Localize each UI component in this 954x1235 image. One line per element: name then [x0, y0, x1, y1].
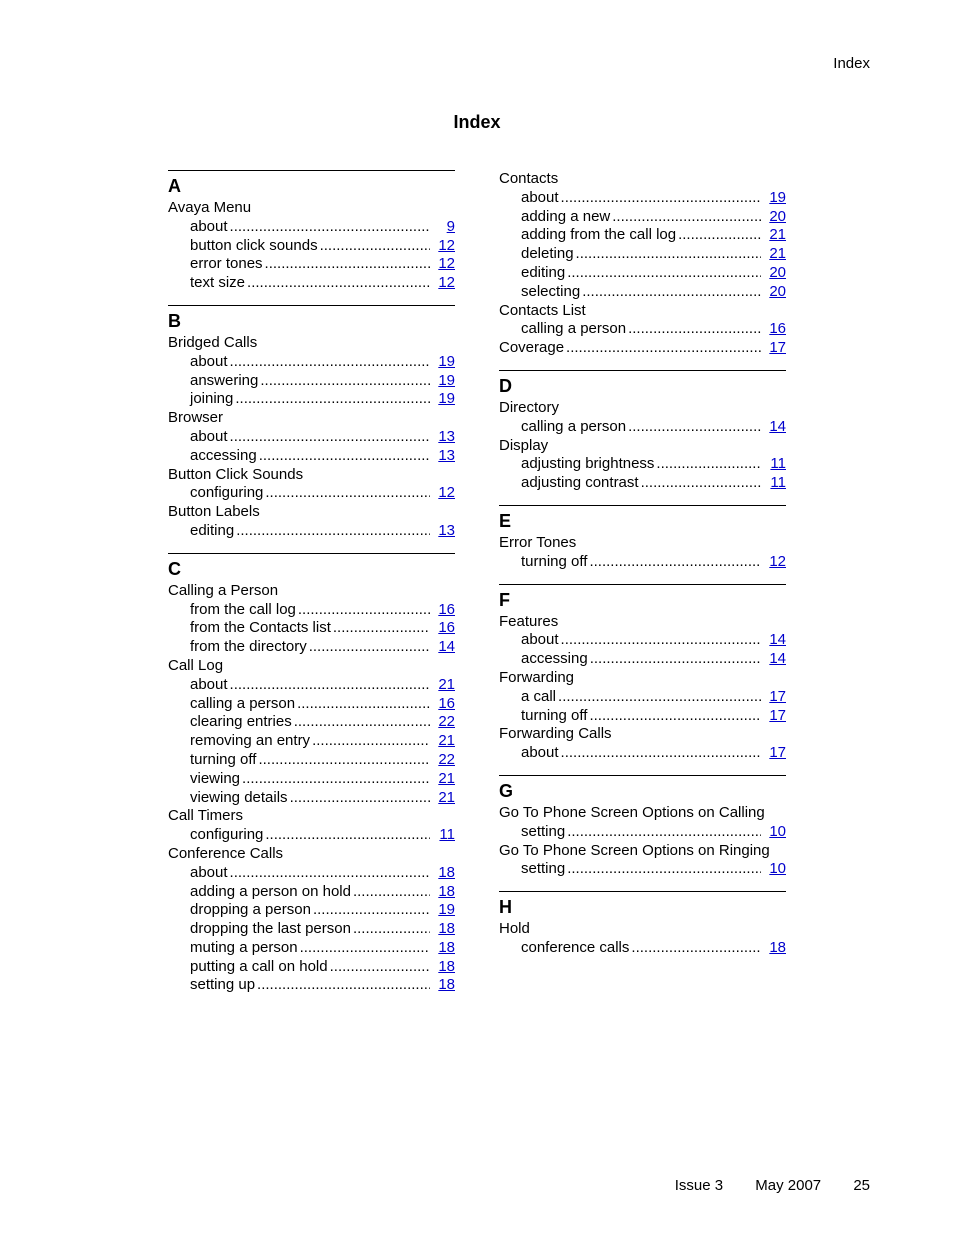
dot-leader	[300, 939, 430, 958]
index-subentry-label: from the Contacts list	[190, 619, 331, 637]
index-subentry-label: button click sounds	[190, 236, 318, 254]
dot-leader	[312, 732, 430, 751]
index-entry: Forwarding	[499, 668, 575, 686]
index-entry: Contacts	[499, 170, 559, 187]
index-subentry-label: error tones	[190, 255, 263, 273]
running-head: Index	[833, 55, 870, 72]
dot-leader	[641, 474, 761, 493]
dot-leader	[294, 713, 430, 732]
dot-leader	[330, 958, 430, 977]
index-subentry-label: calling a person	[521, 417, 627, 435]
index-subentry	[168, 713, 455, 732]
dot-leader	[561, 189, 761, 208]
index-subentry	[168, 390, 455, 409]
page-link[interactable]: 13	[438, 427, 455, 445]
dot-leader	[230, 218, 430, 237]
dot-leader	[309, 638, 430, 657]
index-subentry-label: answering	[190, 371, 259, 389]
dot-leader	[260, 372, 430, 391]
dot-leader	[567, 823, 761, 842]
index-subentry-label: about	[190, 863, 228, 881]
index-subentry-label: adjusting brightness	[521, 455, 655, 473]
index-subentry-label: from the call log	[190, 600, 296, 618]
index-subentry	[499, 707, 786, 726]
index-subentry	[168, 353, 455, 372]
dot-leader	[561, 631, 761, 650]
index-subentry	[499, 226, 786, 245]
index-subentry	[499, 264, 786, 283]
dot-leader	[320, 237, 430, 256]
index-subentry	[168, 920, 455, 939]
index-subentry	[499, 688, 786, 707]
page-link[interactable]: 20	[769, 207, 786, 225]
footer-issue: Issue 3	[674, 1177, 724, 1194]
index-subentry-label: viewing	[190, 769, 241, 787]
index-subentry-label: text size	[190, 274, 246, 292]
page-link[interactable]: 19	[438, 352, 455, 370]
index-subentry-label: about	[521, 744, 559, 762]
page-link[interactable]: 14	[769, 650, 786, 668]
index-entry: Directory	[499, 398, 560, 416]
index-subentry-label: a call	[521, 687, 557, 705]
dot-leader	[235, 390, 430, 409]
page-link[interactable]: 12	[769, 552, 786, 570]
page-link[interactable]: 14	[769, 631, 786, 649]
index-section	[499, 891, 786, 958]
footer-date: May 2007	[755, 1177, 822, 1194]
index-subentry	[168, 939, 455, 958]
dot-leader	[333, 619, 430, 638]
index-subentry	[499, 189, 786, 208]
page-link[interactable]: 11	[439, 826, 455, 844]
dot-leader	[567, 264, 761, 283]
dot-leader	[259, 447, 430, 466]
index-subentry	[499, 860, 786, 879]
index-subentry-label: about	[190, 675, 228, 693]
index-subentry-label: about	[521, 631, 559, 649]
index-subentry-label: viewing details	[190, 788, 288, 806]
page-link[interactable]: 10	[769, 860, 786, 878]
index-subentry-label: adding from the call log	[521, 226, 677, 244]
index-subentry-label: calling a person	[521, 320, 627, 338]
index-subentry-label: conference calls	[521, 938, 630, 956]
index-subentry	[168, 751, 455, 770]
index-column-right	[499, 170, 786, 970]
index-subentry-label: turning off	[190, 750, 257, 768]
index-column-left	[168, 170, 455, 1007]
index-subentry-label: configuring	[190, 484, 264, 502]
dot-leader	[353, 883, 430, 902]
dot-leader	[242, 770, 430, 789]
page-link[interactable]: 10	[769, 822, 786, 840]
dot-leader	[236, 522, 430, 541]
index-subentry	[168, 901, 455, 920]
page-link[interactable]: 22	[438, 750, 455, 768]
index-entry: Go To Phone Screen Options on Calling	[499, 803, 765, 821]
page-title: Index	[453, 112, 501, 132]
index-entry: Calling a Person	[168, 581, 279, 599]
footer-page-number: 25	[853, 1177, 870, 1194]
index-subentry	[168, 770, 455, 789]
index-entry: Forwarding Calls	[499, 725, 612, 743]
page-link[interactable]: 9	[446, 217, 455, 235]
index-subentry-label: setting	[521, 860, 566, 878]
section-letter: D	[499, 375, 512, 396]
page-link[interactable]: 12	[438, 255, 455, 273]
index-subentry	[499, 245, 786, 264]
index-subentry-label: from the directory	[190, 638, 307, 656]
index-subentry-label: muting a person	[190, 938, 298, 956]
index-entry: Call Timers	[168, 807, 244, 825]
page-link[interactable]: 21	[438, 675, 455, 693]
page-link[interactable]: 18	[438, 938, 455, 956]
index-subentry	[168, 638, 455, 657]
index-subentry	[499, 208, 786, 227]
index-subentry	[499, 823, 786, 842]
index-subentry-label: putting a call on hold	[190, 957, 328, 975]
index-subentry	[168, 522, 455, 541]
index-subentry-label: adding a person on hold	[190, 882, 351, 900]
dot-leader	[265, 826, 430, 845]
dot-leader	[628, 418, 761, 437]
index-entry: Hold	[499, 920, 530, 938]
index-entry: Go To Phone Screen Options on Ringing	[499, 841, 770, 859]
section-letter: C	[168, 558, 181, 579]
index-subentry-label: deleting	[521, 245, 574, 263]
section-letter: B	[168, 310, 181, 331]
index-subentry-label: editing	[521, 263, 566, 281]
page-link[interactable]: 18	[769, 938, 786, 956]
page-link[interactable]: 20	[769, 282, 786, 300]
index-entry: Features	[499, 612, 559, 630]
page-link[interactable]: 20	[769, 263, 786, 281]
index-subentry-label: dropping the last person	[190, 920, 351, 938]
index-subentry	[499, 553, 786, 572]
index-section	[499, 170, 786, 358]
index-entry: Conference Calls	[168, 844, 284, 862]
index-subentry	[499, 418, 786, 437]
page-link[interactable]: 14	[438, 638, 455, 656]
dot-leader	[576, 245, 761, 264]
index-subentry-label: accessing	[521, 650, 588, 668]
index-subentry-label: adding a new	[521, 207, 611, 225]
index-section	[168, 305, 455, 541]
index-entry: Display	[499, 436, 549, 454]
dot-leader	[298, 601, 430, 620]
index-subentry	[168, 826, 455, 845]
page-link[interactable]: 18	[438, 863, 455, 881]
index-subentry-label: joining	[190, 390, 234, 408]
index-subentry-label: turning off	[521, 552, 588, 570]
page-link[interactable]: 12	[438, 484, 455, 502]
dot-leader	[589, 707, 761, 726]
page-link[interactable]: 21	[769, 226, 786, 244]
page-footer	[647, 1177, 870, 1194]
dot-leader	[313, 901, 430, 920]
dot-leader	[628, 320, 761, 339]
dot-leader	[561, 744, 761, 763]
index-subentry	[168, 864, 455, 883]
index-section	[499, 505, 786, 572]
page-link[interactable]: 22	[438, 713, 455, 731]
page-link[interactable]: 18	[438, 920, 455, 938]
dot-leader	[567, 860, 761, 879]
dot-leader	[297, 695, 430, 714]
dot-leader	[558, 688, 761, 707]
index-subentry	[499, 744, 786, 763]
dot-leader	[678, 226, 761, 245]
index-subentry-label: clearing entries	[190, 713, 292, 731]
index-subentry-label: setting up	[190, 976, 256, 994]
index-subentry	[168, 789, 455, 808]
index-entry: Button Labels	[168, 503, 260, 521]
section-letter: A	[168, 176, 181, 196]
index-subentry	[168, 676, 455, 695]
index-subentry	[168, 732, 455, 751]
page-link[interactable]: 18	[438, 957, 455, 975]
index-entry: Call Log	[168, 656, 224, 674]
index-entry: Browser	[168, 409, 224, 427]
index-subentry	[168, 484, 455, 503]
page-link[interactable]: 21	[438, 769, 455, 787]
page-link[interactable]: 19	[438, 901, 455, 919]
dot-leader	[257, 976, 430, 995]
page-link[interactable]: 11	[770, 455, 786, 473]
page-link[interactable]: 12	[438, 236, 455, 254]
page-link[interactable]: 21	[769, 245, 786, 263]
index-subentry-label: accessing	[190, 446, 257, 464]
index-subentry	[168, 976, 455, 995]
index-subentry	[499, 650, 786, 669]
dot-leader	[290, 789, 430, 808]
index-subentry-label: Coverage	[499, 339, 565, 357]
page-link[interactable]: 16	[438, 600, 455, 618]
section-letter: F	[499, 589, 510, 610]
index-subentry	[168, 428, 455, 447]
page-link[interactable]: 21	[438, 788, 455, 806]
index-subentry	[499, 939, 786, 958]
dot-leader	[230, 428, 430, 447]
page-link[interactable]: 13	[438, 446, 455, 464]
index-section	[168, 170, 455, 293]
page-link[interactable]: 19	[438, 390, 455, 408]
index-subentry-label: adjusting contrast	[521, 474, 639, 492]
index-entry: Bridged Calls	[168, 333, 258, 351]
index-subentry-label: removing an entry	[190, 732, 311, 750]
page-link[interactable]: 12	[438, 274, 455, 292]
dot-leader	[631, 939, 761, 958]
index-entry: Error Tones	[499, 533, 577, 551]
dot-leader	[230, 864, 430, 883]
dot-leader	[258, 751, 430, 770]
index-subentry-label: turning off	[521, 706, 588, 724]
index-subentry-label: editing	[190, 521, 235, 539]
index-section	[499, 584, 786, 763]
index-subentry	[168, 255, 455, 274]
page-link[interactable]: 21	[438, 732, 455, 750]
page-link[interactable]: 16	[438, 694, 455, 712]
index-subentry-label: about	[521, 188, 559, 206]
page-link[interactable]: 11	[770, 474, 786, 492]
dot-leader	[353, 920, 430, 939]
index-subentry	[168, 883, 455, 902]
page-link[interactable]: 13	[438, 521, 455, 539]
index-subentry-label: about	[190, 352, 228, 370]
index-subentry	[168, 447, 455, 466]
page-link[interactable]: 14	[769, 417, 786, 435]
index-subentry-label: about	[190, 427, 228, 445]
page-link[interactable]: 17	[769, 706, 786, 724]
page-link[interactable]: 19	[438, 371, 455, 389]
page-link[interactable]: 17	[769, 339, 786, 357]
index-subentry	[168, 274, 455, 293]
dot-leader	[582, 283, 761, 302]
page-link[interactable]: 16	[438, 619, 455, 637]
index-subentry	[168, 695, 455, 714]
index-subentry	[499, 455, 786, 474]
index-subentry-label: dropping a person	[190, 901, 311, 919]
dot-leader	[589, 553, 761, 572]
index-subentry	[168, 958, 455, 977]
index-subentry-label: calling a person	[190, 694, 296, 712]
index-subentry-label: setting	[521, 822, 566, 840]
dot-leader	[230, 676, 430, 695]
page-link[interactable]: 18	[438, 882, 455, 900]
dot-leader	[590, 650, 761, 669]
page-link[interactable]: 17	[769, 744, 786, 762]
page-link[interactable]: 17	[769, 687, 786, 705]
index-entry: Contacts List	[499, 301, 586, 319]
index-subentry	[168, 372, 455, 391]
index-entry	[499, 339, 786, 358]
index-subentry-label: selecting	[521, 282, 581, 300]
index-subentry	[168, 601, 455, 620]
index-section	[499, 370, 786, 493]
index-subentry	[499, 320, 786, 339]
index-section	[168, 553, 455, 996]
index-subentry	[499, 474, 786, 493]
section-letter: G	[499, 780, 514, 801]
index-section	[499, 775, 786, 879]
index-subentry	[499, 283, 786, 302]
dot-leader	[230, 353, 430, 372]
dot-leader	[612, 208, 761, 227]
index-subentry	[168, 237, 455, 256]
dot-leader	[265, 255, 430, 274]
dot-leader	[566, 339, 761, 358]
index-subentry-label: about	[190, 217, 228, 235]
index-subentry-label: configuring	[190, 826, 264, 844]
index-entry: Button Click Sounds	[168, 465, 304, 483]
dot-leader	[656, 455, 761, 474]
section-letter: H	[499, 897, 512, 918]
index-subentry	[168, 619, 455, 638]
page-link[interactable]: 18	[438, 976, 455, 994]
index-subentry	[499, 631, 786, 650]
index-entry: Avaya Menu	[168, 199, 252, 216]
page-link[interactable]: 16	[769, 320, 786, 338]
section-letter: E	[499, 510, 512, 531]
index-subentry	[168, 218, 455, 237]
dot-leader	[247, 274, 430, 293]
page-link[interactable]: 19	[769, 188, 786, 206]
dot-leader	[265, 484, 430, 503]
